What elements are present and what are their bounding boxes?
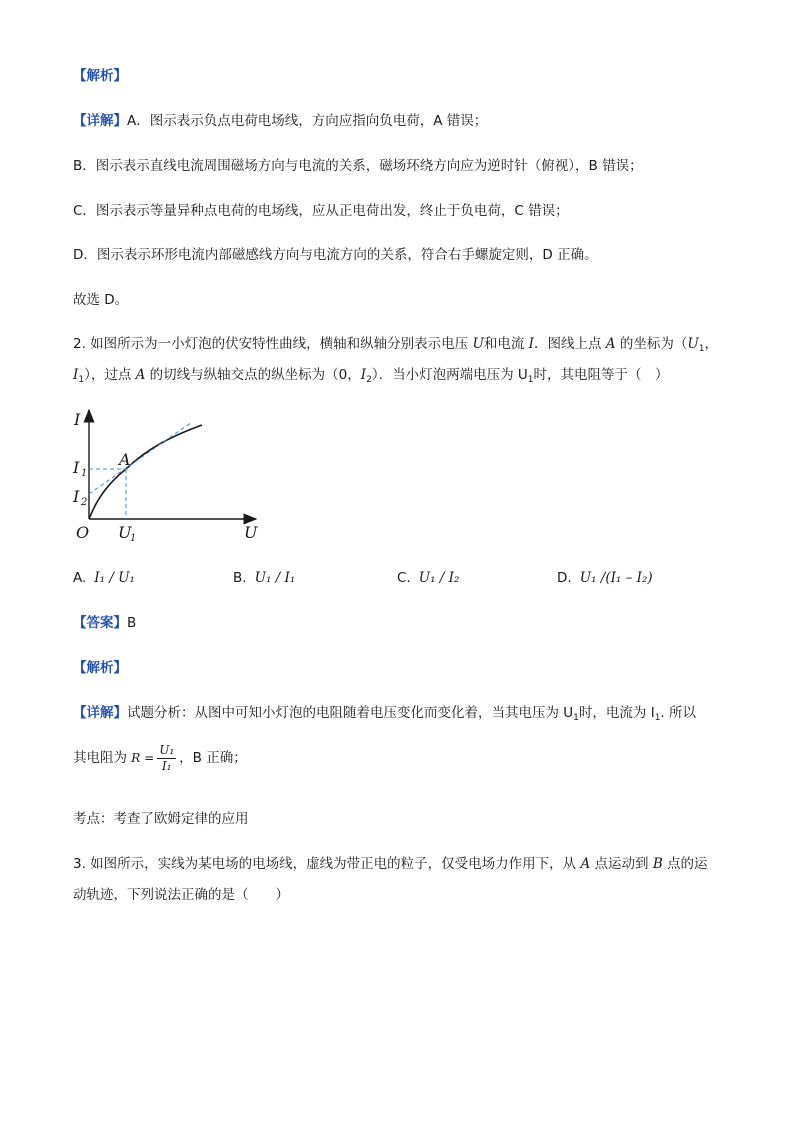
q2-stem-line-2 — [73, 365, 669, 390]
var-i: I — [528, 336, 534, 352]
var-a: A — [580, 856, 591, 872]
subscript: 1 — [78, 375, 85, 385]
var-b: B — [652, 856, 663, 872]
iv-characteristic-graph — [68, 398, 268, 548]
detail-text: 试题分析：从图中可知小灯泡的电阻随着电压变化而变化着，当其电压为 U — [127, 705, 574, 721]
u1-label: U — [118, 523, 132, 542]
detail-text: 时，电流为 I — [578, 705, 655, 721]
subscript: 1 — [527, 375, 534, 385]
q2-stem-text: 2. 如图所示为一小灯泡的伏安特性曲线，横轴和纵轴分别表示电压 — [73, 336, 473, 352]
q2-stem-text: 时，其电阻等于（ ） — [533, 367, 669, 383]
option-letter: A. — [73, 570, 87, 586]
origin-label: O — [76, 523, 90, 542]
option-c[interactable] — [397, 568, 459, 588]
detail-text: 其电阻为 — [73, 750, 127, 766]
subscript: 1 — [654, 713, 661, 723]
answer-tag: 【答案】 — [73, 615, 127, 631]
q2-stem-text: ）．当小灯泡两端电压为 U — [371, 367, 528, 383]
option-letter: B. — [233, 570, 247, 586]
q3-stem-text: 3. 如图所示，实线为某电场的电场线，虚线为带正电的粒子，仅受电场力作用下，从 — [73, 856, 581, 872]
u-axis-label: U — [244, 523, 258, 542]
q2-analysis-heading: 【解析】 — [73, 660, 127, 676]
q2-answer — [73, 613, 136, 633]
option-b[interactable] — [233, 568, 295, 588]
i-axis-label: I — [74, 410, 81, 429]
tangent-line — [89, 422, 192, 494]
fraction-numerator: U₁ — [159, 742, 175, 757]
u1-subscript: 1 — [130, 533, 137, 544]
detail-text: ，B 正确； — [179, 750, 247, 766]
q2-stem-line-1 — [73, 334, 718, 359]
q1-line-c: C．图示表示等量异种点电荷的电场线，应从正电荷出发，终止于负电荷，C 错误； — [73, 203, 569, 219]
q1-line-d: D．图示表示环形电流内部磁感线方向与电流方向的关系，符合右手螺旋定则，D 正确。 — [73, 247, 598, 263]
formula-lhs: R = — [131, 751, 155, 765]
q2-stem-text: ），过点 — [84, 367, 136, 383]
q2-detail-line-2 — [73, 738, 247, 778]
option-expr: U₁ / I₂ — [418, 570, 460, 586]
option-letter: D. — [557, 570, 572, 586]
var-a: A — [605, 336, 616, 352]
subscript: 1 — [573, 713, 579, 723]
option-expr: U₁ /(I₁ – I₂) — [579, 570, 653, 586]
option-d[interactable] — [557, 568, 653, 588]
q1-option-a-text: A．图示表示负点电荷电场线，方向应指向负电荷，A 错误； — [127, 113, 488, 129]
i2-label: I — [73, 487, 80, 506]
option-a[interactable] — [73, 568, 135, 588]
var-a: A — [135, 367, 146, 383]
q2-stem-text: ， — [704, 336, 718, 352]
var-i2: I — [360, 367, 367, 383]
q1-line-b: B．图示表示直线电流周围磁场方向与电流的关系，磁场环绕方向应为逆时针（俯视），B 错误； — [73, 158, 643, 174]
fraction-denominator: I₁ — [161, 758, 172, 773]
detail-tag: 【详解】 — [73, 113, 127, 129]
detail-text: . 所以 — [660, 705, 697, 721]
subscript: 1 — [698, 344, 705, 354]
q3-stem-line-2: 动轨迹，下列说法正确的是（ ） — [73, 887, 289, 903]
option-expr: U₁ / I₁ — [254, 570, 296, 586]
q2-kaodian: 考点：考查了欧姆定律的应用 — [73, 811, 249, 827]
subscript: 2 — [366, 375, 372, 385]
q2-stem-text: 的切线与纵轴交点的纵坐标为（0， — [145, 367, 361, 383]
q3-stem-line-1 — [73, 854, 708, 874]
resistance-fraction — [157, 743, 176, 774]
var-i1: I — [73, 367, 79, 383]
i1-label: I — [73, 458, 80, 477]
option-expr: I₁ / U₁ — [94, 570, 135, 586]
q2-stem-text: 和电流 — [483, 336, 529, 352]
iv-curve — [89, 425, 202, 519]
q3-stem-text: 点运动到 — [590, 856, 653, 872]
q1-line-a — [73, 111, 487, 131]
answer-value: B — [127, 615, 137, 631]
analysis-heading: 【解析】 — [73, 68, 127, 84]
detail-tag: 【详解】 — [73, 705, 127, 721]
q2-stem-text: ．图线上点 — [534, 336, 606, 352]
var-u: U — [472, 336, 484, 352]
i2-subscript: 2 — [81, 497, 88, 508]
q2-stem-text: 的坐标为（ — [615, 336, 688, 352]
point-a-label: A — [119, 450, 131, 469]
i1-subscript: 1 — [81, 468, 88, 479]
q3-stem-text: 点的运 — [662, 856, 708, 872]
option-letter: C. — [397, 570, 411, 586]
q2-detail-line-1 — [73, 703, 696, 728]
var-u1: U — [687, 336, 699, 352]
q1-conclusion: 故选 D。 — [73, 292, 129, 308]
